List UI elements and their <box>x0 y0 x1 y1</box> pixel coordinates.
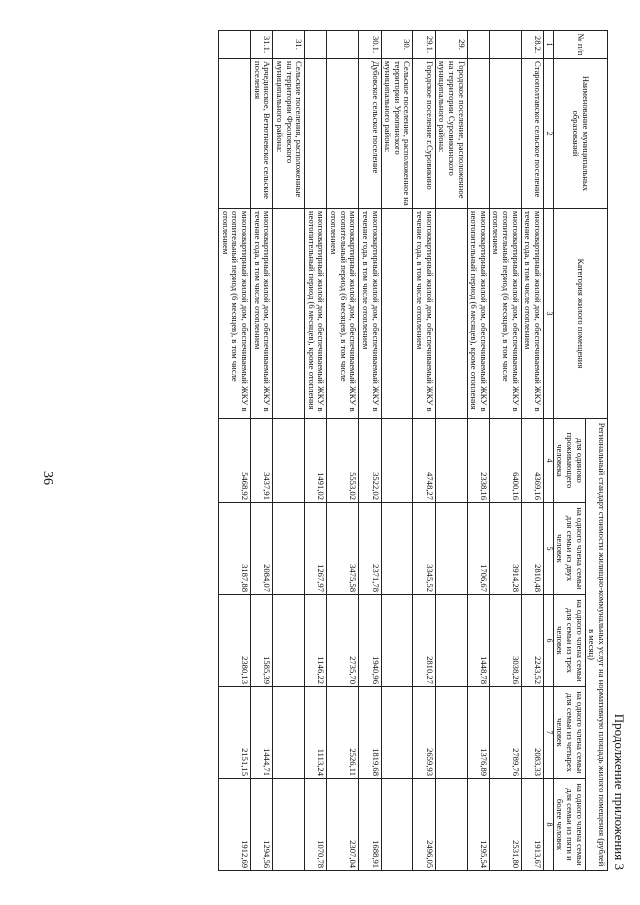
tariff-value: 1491,02 <box>305 419 327 503</box>
tariff-value: 5553,02 <box>327 419 359 503</box>
table-row <box>359 31 381 871</box>
tariff-value <box>273 595 305 687</box>
housing-category: многоквартирный жилой дом, обеспечиваемый ЖКУ в течение года, в том числе отоплением <box>251 209 273 419</box>
tariff-value: 2810,27 <box>413 595 435 687</box>
tariff-value <box>435 419 467 503</box>
tariff-value: 1448,78 <box>467 595 489 687</box>
tariff-value: 1146,22 <box>305 595 327 687</box>
tariff-value: 2084,07 <box>251 503 273 595</box>
table-row <box>467 31 489 871</box>
tariff-value: 1070,78 <box>305 779 327 871</box>
tariff-table <box>218 30 608 871</box>
header-num: № п/п <box>553 31 607 59</box>
tariff-value: 6400,16 <box>489 419 521 503</box>
tariff-value: 4369,16 <box>521 419 543 503</box>
tariff-value: 1706,67 <box>467 503 489 595</box>
tariff-value: 1295,54 <box>467 779 489 871</box>
tariff-value: 2810,48 <box>521 503 543 595</box>
tariff-value <box>273 503 305 595</box>
tariff-value: 3437,91 <box>251 419 273 503</box>
tariff-value <box>435 779 467 871</box>
housing-category <box>435 209 467 419</box>
row-number <box>489 31 521 59</box>
tariff-value: 4748,27 <box>413 419 435 503</box>
column-number: 2 <box>543 59 553 209</box>
table-row <box>251 31 273 871</box>
tariff-value: 1913,67 <box>521 779 543 871</box>
tariff-value: 3038,26 <box>489 595 521 687</box>
tariff-value: 1113,24 <box>305 687 327 779</box>
tariff-value <box>435 595 467 687</box>
column-number: 4 <box>543 419 553 503</box>
municipality-name: Городское поселение, расположенное на территории Суровикинского муниципального района: <box>435 59 467 209</box>
tariff-value: 1819,68 <box>359 687 381 779</box>
tariff-value: 5468,92 <box>219 419 251 503</box>
housing-category: многоквартирный жилой дом, обеспечиваемый ЖКУ в течение года, в том числе отоплением <box>359 209 381 419</box>
row-number <box>467 31 489 59</box>
tariff-value: 2789,76 <box>489 687 521 779</box>
table-row <box>305 31 327 871</box>
tariff-value: 2496,05 <box>413 779 435 871</box>
municipality-name: Сельское поселение, расположенное на территории Урюпинского муниципального района: <box>381 59 413 209</box>
tariff-value: 1376,89 <box>467 687 489 779</box>
row-number <box>327 31 359 59</box>
column-number: 8 <box>543 779 553 871</box>
housing-category: многоквартирный жилой дом, обеспечиваемый ЖКУ в отопительный период (6 месяцев), в том числе отоплением <box>219 209 251 419</box>
housing-category <box>381 209 413 419</box>
tariff-value: 3914,28 <box>489 503 521 595</box>
column-number: 5 <box>543 503 553 595</box>
header-c8: на одного члена семьи для семьи из пяти и более человек <box>553 779 585 871</box>
housing-category: многоквартирный жилой дом, обеспечиваемый ЖКУ в течение года, в том числе отоплением <box>413 209 435 419</box>
row-number: 30.1. <box>359 31 381 59</box>
tariff-value: 2659,93 <box>413 687 435 779</box>
tariff-value <box>273 419 305 503</box>
tariff-value: 1912,69 <box>219 779 251 871</box>
tariff-value: 1688,91 <box>359 779 381 871</box>
tariff-value: 2151,15 <box>219 687 251 779</box>
municipality-name <box>219 59 251 209</box>
tariff-value: 1585,39 <box>251 595 273 687</box>
tariff-value <box>273 779 305 871</box>
tariff-value: 1267,97 <box>305 503 327 595</box>
tariff-value <box>381 503 413 595</box>
tariff-value <box>381 595 413 687</box>
row-number <box>219 31 251 59</box>
page-number: 36 <box>40 471 55 485</box>
header-c7: на одного члена семьи для семьи из четырех человек <box>553 687 585 779</box>
tariff-value: 1940,96 <box>359 595 381 687</box>
row-number: 31.1. <box>251 31 273 59</box>
appendix-label: Продолжение приложения 3 <box>612 713 627 870</box>
table-row <box>435 31 467 871</box>
housing-category: многоквартирный жилой дом, обеспечиваемый ЖКУ в течение года, в том числе отоплением <box>521 209 543 419</box>
municipality-name: Городское поселение г.Суровикино <box>413 59 435 209</box>
row-number: 29.1. <box>413 31 435 59</box>
column-number: 7 <box>543 687 553 779</box>
tariff-value: 1294,56 <box>251 779 273 871</box>
housing-category: многоквартирный жилой дом, обеспечиваемый ЖКУ в отопительный период (6 месяцев), в том числе отоплением <box>327 209 359 419</box>
row-number: 30. <box>381 31 413 59</box>
tariff-value: 3187,88 <box>219 503 251 595</box>
table-row <box>489 31 521 871</box>
housing-category: многоквартирный жилой дом, обеспечиваемый ЖКУ в отопительный период (6 месяцев), в том числе отоплением <box>489 209 521 419</box>
tariff-value: 2531,80 <box>489 779 521 871</box>
municipality-name: Старополтавское сельское поселение <box>521 59 543 209</box>
tariff-value <box>435 687 467 779</box>
header-name: Наименование муниципальных образований <box>553 59 607 209</box>
municipality-name: Сельские поселения, расположенные на территории Фроловского муниципального района: <box>273 59 305 209</box>
tariff-value: 2526,11 <box>327 687 359 779</box>
rotated-content <box>96 30 627 870</box>
municipality-name: Арчединское, Ветютневское сельские поселения <box>251 59 273 209</box>
header-standard: Региональный стандарт стоимости жилищно-коммунальных услуг на нормативную площадь жилого помещения (рублей в месяц) <box>585 419 607 871</box>
tariff-value: 2371,78 <box>359 503 381 595</box>
tariff-value: 2338,16 <box>467 419 489 503</box>
housing-category <box>273 209 305 419</box>
row-number <box>305 31 327 59</box>
tariff-value <box>381 779 413 871</box>
tariff-value <box>381 687 413 779</box>
municipality-name <box>327 59 359 209</box>
municipality-name <box>467 59 489 209</box>
tariff-value: 1444,71 <box>251 687 273 779</box>
header-category: Категория жилого помещения <box>553 209 607 419</box>
tariff-value: 3522,02 <box>359 419 381 503</box>
tariff-value <box>273 687 305 779</box>
column-number: 3 <box>543 209 553 419</box>
column-number: 6 <box>543 595 553 687</box>
table-row <box>413 31 435 871</box>
row-number: 29. <box>435 31 467 59</box>
housing-category: многоквартирный жилой дом, обеспечиваемый ЖКУ в неотопительный период (6 месяцев), кроме отопления <box>305 209 327 419</box>
tariff-value: 2083,33 <box>521 687 543 779</box>
municipality-name <box>489 59 521 209</box>
table-row <box>327 31 359 871</box>
header-c4: для одиноко проживающего человека <box>553 419 585 503</box>
header-c6: на одного члена семьи для семьи из трех человек <box>553 595 585 687</box>
municipality-name <box>305 59 327 209</box>
table-row <box>219 31 251 871</box>
tariff-value <box>435 503 467 595</box>
row-number: 28.2. <box>521 31 543 59</box>
housing-category: многоквартирный жилой дом, обеспечиваемый ЖКУ в неотопительный период (6 месяцев), кроме отопления <box>467 209 489 419</box>
header-c5: на одного члена семьи для семьи из двух человек <box>553 503 585 595</box>
table-row <box>273 31 305 871</box>
tariff-value: 2735,70 <box>327 595 359 687</box>
tariff-value: 2243,52 <box>521 595 543 687</box>
municipality-name: Дубовское сельское поселение <box>359 59 381 209</box>
table-row <box>521 31 543 871</box>
column-number-row <box>543 31 553 871</box>
table-row <box>381 31 413 871</box>
tariff-value: 2307,04 <box>327 779 359 871</box>
tariff-value: 3475,58 <box>327 503 359 595</box>
tariff-value: 3345,52 <box>413 503 435 595</box>
row-number: 31. <box>273 31 305 59</box>
tariff-value <box>381 419 413 503</box>
column-number: 1 <box>543 31 553 59</box>
tariff-value: 2380,13 <box>219 595 251 687</box>
